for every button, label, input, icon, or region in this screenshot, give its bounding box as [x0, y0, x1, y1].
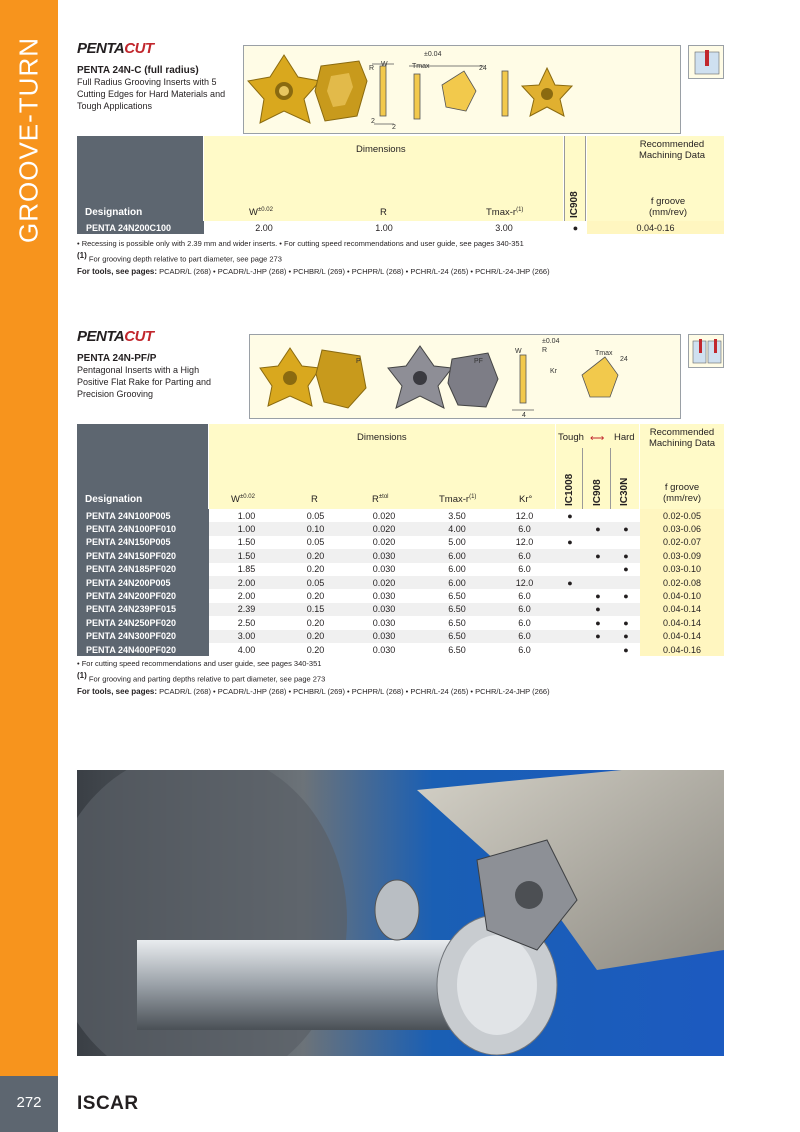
table-cell-r: 0.20 — [284, 563, 347, 576]
table-cell-kr: 6.0 — [493, 630, 556, 643]
table-cell-tmax: 6.00 — [421, 563, 493, 576]
drawing-angle: 24 — [479, 65, 487, 72]
table-cell-g2: ● — [584, 616, 612, 629]
insert-side-image-gray — [448, 353, 498, 407]
drawing-tmax: Tmax — [595, 350, 613, 357]
table-cell-r: 0.05 — [284, 576, 347, 589]
table-cell-rtol: 0.020 — [347, 536, 421, 549]
table-cell-g1 — [556, 589, 584, 602]
photo-illustration — [77, 770, 724, 1056]
table-cell-w: 2.39 — [209, 603, 284, 616]
table-cell-g2 — [584, 563, 612, 576]
table-cell-f: 0.03-0.06 — [640, 522, 724, 535]
table-cell-g2 — [584, 536, 612, 549]
table-cell-r: 0.05 — [284, 509, 347, 522]
table-cell-r: 0.20 — [284, 549, 347, 562]
table-cell-f: 0.04-0.10 — [640, 589, 724, 602]
table-cell-g1: ● — [556, 509, 584, 522]
table-row — [77, 643, 724, 656]
drawing-kr: Kr — [550, 368, 557, 375]
table-cell-g3: ● — [612, 522, 640, 535]
insert-illustration — [244, 46, 682, 135]
insert-image-gray — [388, 346, 452, 408]
table-row — [77, 549, 724, 562]
product-title: PENTA 24N-C (full radius) — [77, 65, 199, 76]
table-cell-designation: PENTA 24N100PF010 — [77, 522, 209, 535]
machining-photo — [77, 770, 724, 1056]
table-cell-rtol: 0.030 — [347, 603, 421, 616]
table-cell-kr: 12.0 — [493, 536, 556, 549]
drawing-tolerance: ±0.04 — [542, 338, 560, 345]
table-cell-g3 — [612, 509, 640, 522]
drawing-dim: 2 — [392, 124, 396, 131]
table-cell-tmax: 6.00 — [421, 549, 493, 562]
page-number: 272 — [16, 1094, 42, 1111]
table-cell-r: 0.20 — [284, 630, 347, 643]
table-cell-g1 — [556, 603, 584, 616]
table-cell-w: 2.50 — [209, 616, 284, 629]
table-cell-tmax: 6.50 — [421, 603, 493, 616]
table-cell-g2 — [584, 643, 612, 656]
table-cell-r: 0.20 — [284, 616, 347, 629]
table-cell-tmax: 6.50 — [421, 643, 493, 656]
insert-image — [260, 348, 320, 406]
table-cell-r: 0.20 — [284, 643, 347, 656]
table-cell-g1 — [556, 643, 584, 656]
table-cell-r: 0.10 — [284, 522, 347, 535]
drawing-dim: 4 — [522, 412, 526, 419]
designation-header: Designation — [77, 136, 203, 221]
notes-section2: • For cutting speed recommendations and user guide, see pages 340-351 $^{(1)}$ For grooving and parting depths relative to part diameter, see page 273 For tools, see pages: PCADR/L (268) • PCADR/L-JHP (268) • PCHBR/L (269) • PCHPR/L (268) • PCHR/L-24 (265) • PCHR/L-24-JHP (266) — [77, 659, 550, 696]
table-row — [77, 576, 724, 589]
table-cell-r: 0.15 — [284, 603, 347, 616]
drawing-r: R — [542, 347, 548, 354]
table-row — [77, 630, 724, 643]
table-cell-g1 — [556, 522, 584, 535]
table-cell-rtol: 0.030 — [347, 616, 421, 629]
table-cell-designation: PENTA 24N250PF020 — [77, 616, 209, 629]
dimensions-header: Dimensions $W^{\pm 0.02}$ R Tmax-$r^{(1)}$ — [204, 136, 563, 221]
table-cell-rtol: 0.030 — [347, 589, 421, 602]
table-cell-kr: 12.0 — [493, 509, 556, 522]
table-row — [77, 563, 724, 576]
table-cell-designation: PENTA 24N185PF020 — [77, 563, 209, 576]
table-cell-designation: PENTA 24N200P005 — [77, 576, 209, 589]
table-section2 — [77, 509, 724, 656]
table-cell-designation: PENTA 24N100P005 — [77, 509, 209, 522]
table-cell-g1 — [556, 616, 584, 629]
table-cell-g1 — [556, 630, 584, 643]
table-row — [77, 509, 724, 522]
drawing-w: W — [381, 61, 388, 68]
pentacut-logo: PENTACUT — [77, 328, 154, 345]
product-description: Pentagonal Inserts with a High Positive Flat Rake for Parting and Precision Grooving — [77, 365, 212, 399]
table-cell-w: 1.00 — [209, 509, 284, 522]
table-cell-kr: 6.0 — [493, 616, 556, 629]
table-cell-designation: PENTA 24N150P005 — [77, 536, 209, 549]
table-cell-designation: PENTA 24N150PF020 — [77, 549, 209, 562]
table-cell-w: 3.00 — [209, 630, 284, 643]
table-cell-w: 2.00 — [209, 589, 284, 602]
table-cell-kr: 6.0 — [493, 549, 556, 562]
table-cell-rtol: 0.030 — [347, 630, 421, 643]
insert-illustration — [250, 335, 682, 420]
table-cell-w: 1.00 — [209, 522, 284, 535]
table-cell-tmax: 6.50 — [421, 616, 493, 629]
drawing-angle: 24 — [620, 356, 628, 363]
table-row: PENTA 24N200C100 2.00 1.00 3.00 ● 0.04-0.16 — [77, 221, 724, 234]
table-cell-w: 1.50 — [209, 549, 284, 562]
star-insert-image — [522, 68, 572, 116]
table-cell-f: 0.02-0.07 — [640, 536, 724, 549]
table-cell-g3: ● — [612, 630, 640, 643]
section-title: GROOVE-TURN — [13, 37, 44, 243]
table-cell-g3 — [612, 536, 640, 549]
table-cell-f: 0.03-0.09 — [640, 549, 724, 562]
table-cell-g2: ● — [584, 522, 612, 535]
table-cell-kr: 12.0 — [493, 576, 556, 589]
table-cell-f: 0.04-0.14 — [640, 630, 724, 643]
table-cell-f: 0.04-0.16 — [640, 643, 724, 656]
label-p: P — [356, 358, 361, 365]
insert-images-panel — [243, 45, 681, 134]
brand-name: ISCAR — [77, 1093, 139, 1114]
table-cell-g3 — [612, 603, 640, 616]
dimensions-header: Dimensions $W^{\pm 0.02}$ R $R^{\pm tol}$ Tmax-$r^{(1)}$ Kr° — [209, 424, 555, 509]
drawing-w: W — [515, 348, 522, 355]
table-section1 — [77, 221, 724, 234]
drawing-tmax: Tmax — [412, 63, 430, 70]
table-cell-g3: ● — [612, 616, 640, 629]
table-cell-rtol: 0.030 — [347, 549, 421, 562]
pentacut-logo: PENTACUT — [77, 40, 154, 57]
table-cell-g3: ● — [612, 549, 640, 562]
table-cell-tmax: 4.00 — [421, 522, 493, 535]
table-cell-g2 — [584, 509, 612, 522]
recommended-header: Recommended Machining Data f groove (mm/rev) — [587, 136, 724, 221]
table-cell-kr: 6.0 — [493, 643, 556, 656]
table-row — [77, 522, 724, 535]
insert-images-panel — [249, 334, 681, 419]
table-cell-f: 0.04-0.14 — [640, 603, 724, 616]
table-cell-g3: ● — [612, 643, 640, 656]
table-cell-r: 0.05 — [284, 536, 347, 549]
table-cell-designation: PENTA 24N300PF020 — [77, 630, 209, 643]
table-row — [77, 589, 724, 602]
table-cell-w: 4.00 — [209, 643, 284, 656]
insert-image — [248, 55, 320, 123]
table-cell-kr: 6.0 — [493, 603, 556, 616]
grade-header: Tough ⟷ Hard IC1008 IC908 IC30N — [556, 424, 639, 509]
drawing-r: R — [369, 65, 375, 72]
table-cell-r: 0.20 — [284, 589, 347, 602]
table-cell-designation: PENTA 24N200PF020 — [77, 589, 209, 602]
table-cell-g1 — [556, 563, 584, 576]
table-cell-g2: ● — [584, 589, 612, 602]
recommended-header: Recommended Machining Data f groove (mm/rev) — [640, 424, 724, 509]
table-cell-rtol: 0.030 — [347, 563, 421, 576]
table-cell-tmax: 6.50 — [421, 630, 493, 643]
table-cell-g3 — [612, 576, 640, 589]
application-icon — [688, 334, 724, 368]
drawing-tolerance: ±0.04 — [424, 51, 442, 58]
table-cell-g1 — [556, 549, 584, 562]
table-cell-designation: PENTA 24N239PF015 — [77, 603, 209, 616]
table-cell-rtol: 0.020 — [347, 576, 421, 589]
grade-header: IC908 — [564, 136, 586, 221]
table-cell-f: 0.04-0.14 — [640, 616, 724, 629]
label-pf: PF — [474, 358, 483, 365]
table-cell-designation: PENTA 24N400PF020 — [77, 643, 209, 656]
application-icon — [688, 45, 724, 79]
table-cell-rtol: 0.020 — [347, 522, 421, 535]
table-cell-w: 2.00 — [209, 576, 284, 589]
table-cell-g1: ● — [556, 576, 584, 589]
table-cell-f: 0.02-0.05 — [640, 509, 724, 522]
table-cell-rtol: 0.020 — [347, 509, 421, 522]
product-description: Full Radius Grooving Inserts with 5 Cutting Edges for Hard Materials and Tough Applications — [77, 77, 226, 111]
drawing-dim: 2 — [371, 118, 375, 125]
insert-side-image — [315, 61, 367, 121]
table-cell-g2: ● — [584, 630, 612, 643]
notes-section1: • Recessing is possible only with 2.39 mm and wider inserts. • For cutting speed recommendations and user guide, see pages 340-351 $^{(1)}$ For grooving depth relative to part diameter, see page 273 For tools, see pages: PCADR/L (268) • PCADR/L-JHP (268) • PCHBR/L (269) • PCHPR/L (268) • PCHR/L-24 (265) • PCHR/L-24-JHP (266) — [77, 239, 550, 276]
product-title: PENTA 24N-PF/P — [77, 353, 157, 364]
table-cell-tmax: 6.00 — [421, 576, 493, 589]
table-cell-g2: ● — [584, 603, 612, 616]
table-cell-g2: ● — [584, 549, 612, 562]
table-cell-kr: 6.0 — [493, 522, 556, 535]
table-row — [77, 536, 724, 549]
table-cell-f: 0.03-0.10 — [640, 563, 724, 576]
table-cell-rtol: 0.030 — [347, 643, 421, 656]
tough-hard-arrow: ⟷ — [590, 433, 605, 444]
table-cell-tmax: 5.00 — [421, 536, 493, 549]
table-cell-g3: ● — [612, 589, 640, 602]
table-cell-w: 1.85 — [209, 563, 284, 576]
designation-header: Designation — [77, 424, 208, 509]
table-cell-g1: ● — [556, 536, 584, 549]
table-cell-tmax: 3.50 — [421, 509, 493, 522]
table-row — [77, 603, 724, 616]
table-cell-kr: 6.0 — [493, 563, 556, 576]
table-cell-f: 0.02-0.08 — [640, 576, 724, 589]
table-cell-g3: ● — [612, 563, 640, 576]
table-cell-tmax: 6.50 — [421, 589, 493, 602]
table-cell-g2 — [584, 576, 612, 589]
table-row — [77, 616, 724, 629]
table-cell-kr: 6.0 — [493, 589, 556, 602]
table-cell-w: 1.50 — [209, 536, 284, 549]
